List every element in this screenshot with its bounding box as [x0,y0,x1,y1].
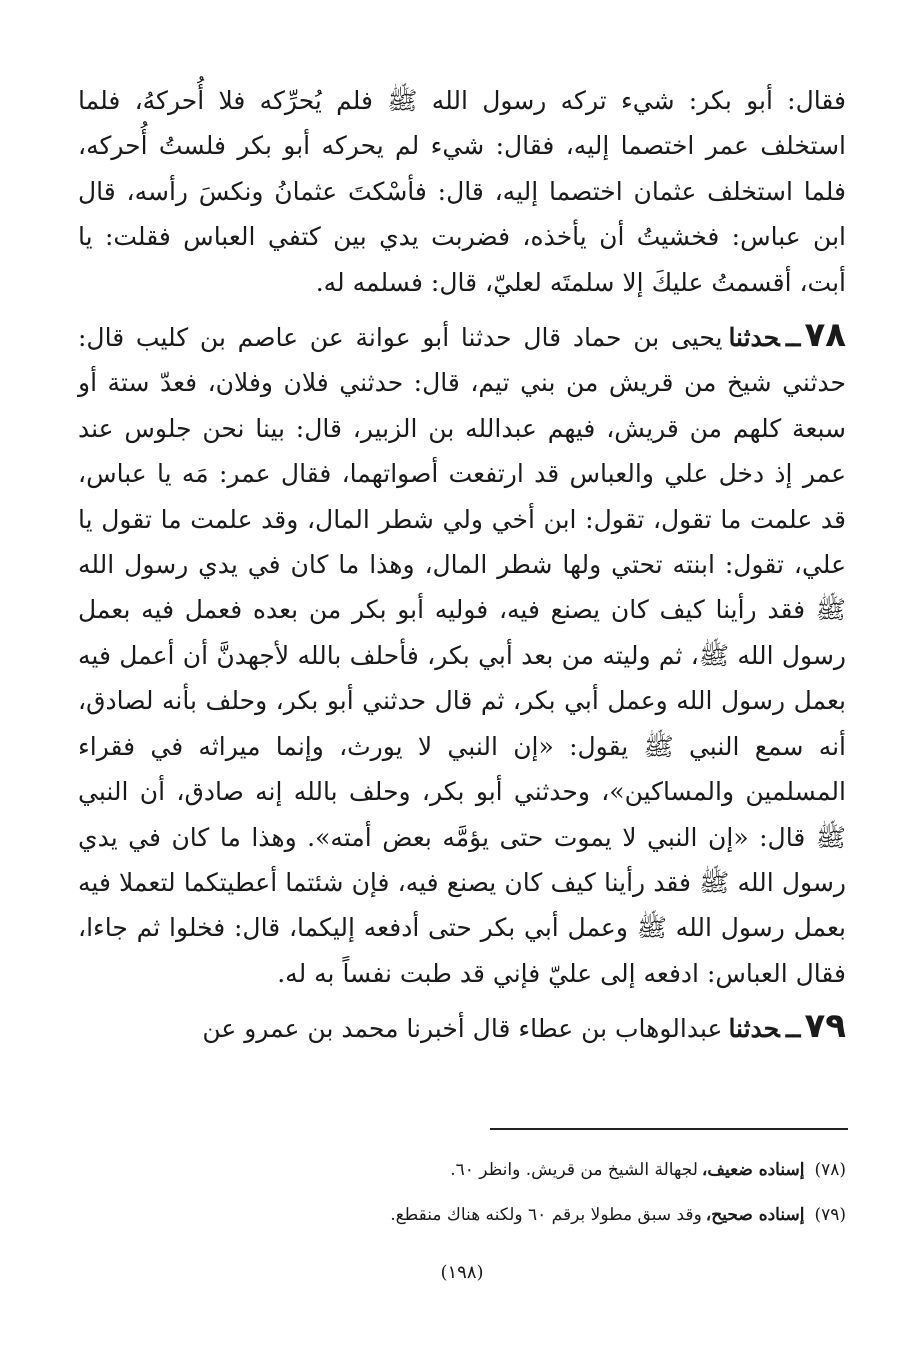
hadith-number: ٧٨ [804,315,846,356]
hadith-dash: ــ [785,1014,801,1044]
hadith-text: عبدالوهاب بن عطاء قال أخبرنا محمد بن عمرو عن [202,1014,723,1044]
footnote-number: (٧٨) [814,1160,846,1180]
footnote-grade: إسناده ضعيف، [701,1160,805,1180]
hadith-79 [78,1004,846,1051]
page-body [78,78,846,1060]
page-number: (١٩٨) [440,1262,484,1283]
footnote-79 [78,1193,846,1238]
paragraph-continuation: فقال: أبو بكر: شيء تركه رسول الله ﷺ فلم يُحرِّكه فلا أُحركهُ، فلما استخلف عمر اختصما إليه، فقال: شيء لم يحركه أبو بكر فلستُ أُحركه، فلما استخلف عثمان اختصما إليه، قال: فأسْكتَ عثمانُ ونكسَ رأسه، قال ابن عباس: فخشيتُ أن يأخذه، فضربت يدي بين كتفي العباس فقلت: يا أبت، أقسمتُ عليكَ إلا سلمتَه لعليّ، قال: فسلمه له. [78,86,846,297]
footnote-text: لجهالة الشيخ من قريش. وانظر ٦٠. [450,1160,698,1180]
footnote-text: وقد سبق مطولا برقم ٦٠ ولكنه هناك منقطع. [390,1205,702,1225]
hadith-keyword: حدثنا [728,1014,780,1044]
footnote-number: (٧٩) [814,1205,846,1225]
footnote-grade: إسناده صحيح، [705,1205,805,1225]
hadith-keyword: حدثنا [728,323,780,353]
hadith-78 [78,313,846,996]
footnotes [78,1148,846,1238]
hadith-number: ٧٩ [804,1006,846,1047]
footnote-78 [78,1148,846,1193]
hadith-dash: ــ [785,323,801,353]
footnote-divider [490,1128,848,1130]
hadith-text: يحيى بن حماد قال حدثنا أبو عوانة عن عاصم بن كليب قال: حدثني شيخ من قريش من بني تيم، قال: حدثني فلان وفلان، فعدّ ستة أو سبعة كلهم من قريش، فيهم عبدالله بن الزبير، قال: بينا نحن جلوس عند عمر إذ دخل علي والعباس قد ارتفعت أصواتهما، فقال عمر: مَه يا عباس، قد علمت ما تقول، تقول: ابن أخي ولي شطر المال، وقد علمت ما تقول يا علي، تقول: ابنته تحتي ولها شطر المال، وهذا ما كان في يدي رسول الله ﷺ فقد رأينا كيف كان يصنع فيه، فوليه أبو بكر من بعده فعمل فيه بعمل رسول الله ﷺ، ثم وليته من بعد أبي بكر، فأحلف بالله لأجهدنَّ أن أعمل فيه بعمل رسول الله وعمل أبي بكر، ثم قال حدثني أبو بكر، وحلف بأنه لصادق، أنه سمع النبي ﷺ يقول: «إن النبي لا يورث، وإنما ميراثه في فقراء المسلمين والمساكين»، وحدثني أبو بكر، وحلف بالله إنه صادق، أن النبي ﷺ قال: «إن النبي لا يموت حتى يؤمَّه بعض أمته». وهذا ما كان في يدي رسول الله ﷺ فقد رأينا كيف كان يصنع فيه، فإن شئتما أعطيتكما لتعملا فيه بعمل رسول الله ﷺ وعمل أبي بكر حتى أدفعه إليكما، قال: فخلوا ثم جاءا، فقال العباس: ادفعه إلى عليّ فإني قد طبت نفساً به له. [78,323,846,988]
